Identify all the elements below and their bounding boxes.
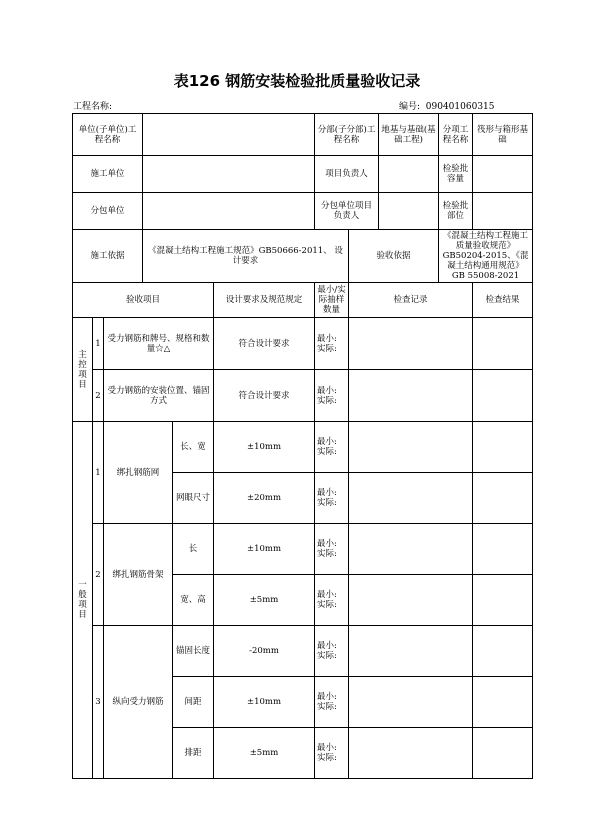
batch-location-label: 检验批部位 — [439, 193, 473, 230]
division-value: 地基与基础(基础工程) — [379, 114, 439, 156]
check-record[interactable] — [349, 473, 473, 524]
check-result[interactable] — [473, 422, 533, 473]
unit-label: 单位(子单位)工程名称 — [73, 114, 143, 156]
basis-value: 《混凝土结构工程施工规范》GB50666-2011、 设计要求 — [143, 230, 349, 283]
group-name: 绑扎钢筋骨架 — [104, 524, 173, 626]
subcontract-unit-value[interactable] — [143, 193, 315, 230]
sub-item-name: 排距 — [173, 728, 214, 779]
subitem-value: 筏形与箱形基础 — [473, 114, 533, 156]
serial-number — [399, 99, 495, 112]
sample-count[interactable]: 最小: 实际: — [315, 422, 349, 473]
check-result[interactable] — [473, 677, 533, 728]
design-requirement: 符合设计要求 — [214, 370, 315, 422]
tolerance: ±10mm — [214, 677, 315, 728]
serial-label: 编号: — [399, 102, 421, 112]
check-result[interactable] — [473, 318, 533, 370]
construction-unit-label: 施工单位 — [73, 156, 143, 193]
acceptance-basis-label: 验收依据 — [349, 230, 439, 283]
sample-count[interactable]: 最小: 实际: — [315, 575, 349, 626]
group-number: 2 — [93, 524, 104, 626]
check-result[interactable] — [473, 524, 533, 575]
subitem-label: 分项工程名称 — [439, 114, 473, 156]
sub-item-name: 间距 — [173, 677, 214, 728]
serial-value: 090401060315 — [425, 102, 495, 112]
check-record[interactable] — [349, 626, 473, 677]
group-number: 3 — [93, 626, 104, 779]
page-title: 表126 钢筋安装检验批质量验收记录 — [173, 72, 421, 90]
col-header-result: 检查结果 — [473, 283, 533, 318]
sample-count[interactable]: 最小: 实际: — [315, 677, 349, 728]
tolerance: ±5mm — [214, 728, 315, 779]
group-name: 绑扎钢筋网 — [104, 422, 173, 524]
batch-capacity-value[interactable] — [473, 156, 533, 193]
check-result[interactable] — [473, 728, 533, 779]
acceptance-basis-value: 《混凝土结构工程施工质量验收规范》GB50204-2015、《混凝土结构通用规范》GB 55008-2021 — [439, 230, 533, 283]
tolerance: ±10mm — [214, 524, 315, 575]
check-record[interactable] — [349, 524, 473, 575]
basis-label: 施工依据 — [73, 230, 143, 283]
sample-count[interactable]: 最小: 实际: — [315, 318, 349, 370]
inspection-record-table — [72, 113, 533, 779]
col-header-record: 检查记录 — [349, 283, 473, 318]
item-name: 受力钢筋的安装位置、锚固方式 — [104, 370, 214, 422]
group-name: 纵向受力钢筋 — [104, 626, 173, 779]
check-record[interactable] — [349, 422, 473, 473]
construction-unit-value[interactable] — [143, 156, 315, 193]
unit-value[interactable] — [143, 114, 315, 156]
col-header-item: 验收项目 — [73, 283, 214, 318]
sub-item-name: 长、宽 — [173, 422, 214, 473]
col-header-sample: 最小/实际抽样数量 — [315, 283, 349, 318]
project-name-label: 工程名称: — [73, 102, 113, 112]
sample-count[interactable]: 最小: 实际: — [315, 370, 349, 422]
check-record[interactable] — [349, 370, 473, 422]
subcontract-manager-value[interactable] — [379, 193, 439, 230]
check-result[interactable] — [473, 473, 533, 524]
check-record[interactable] — [349, 318, 473, 370]
col-header-design: 设计要求及规范规定 — [214, 283, 315, 318]
batch-location-value[interactable] — [473, 193, 533, 230]
check-record[interactable] — [349, 677, 473, 728]
main-control-label: 主控项目 — [73, 318, 93, 422]
item-name: 受力钢筋和牌号、规格和数量☆△ — [104, 318, 214, 370]
sample-count[interactable]: 最小: 实际: — [315, 473, 349, 524]
check-result[interactable] — [473, 370, 533, 422]
item-number: 2 — [93, 370, 104, 422]
check-result[interactable] — [473, 626, 533, 677]
tolerance: -20mm — [214, 626, 315, 677]
project-manager-value[interactable] — [379, 156, 439, 193]
batch-capacity-label: 检验批容量 — [439, 156, 473, 193]
sub-item-name: 网眼尺寸 — [173, 473, 214, 524]
item-number: 1 — [93, 318, 104, 370]
check-record[interactable] — [349, 575, 473, 626]
tolerance: ±20mm — [214, 473, 315, 524]
check-result[interactable] — [473, 575, 533, 626]
group-number: 1 — [93, 422, 104, 524]
sub-item-name: 锚固长度 — [173, 626, 214, 677]
sub-item-name: 宽、高 — [173, 575, 214, 626]
sub-item-name: 长 — [173, 524, 214, 575]
division-label: 分部(子分部)工程名称 — [315, 114, 379, 156]
sample-count[interactable]: 最小: 实际: — [315, 728, 349, 779]
general-item-label: 一般项目 — [73, 422, 93, 779]
check-record[interactable] — [349, 728, 473, 779]
subcontract-manager-label: 分包单位项目负责人 — [315, 193, 379, 230]
project-manager-label: 项目负责人 — [315, 156, 379, 193]
tolerance: ±10mm — [214, 422, 315, 473]
tolerance: ±5mm — [214, 575, 315, 626]
subcontract-unit-label: 分包单位 — [73, 193, 143, 230]
sample-count[interactable]: 最小: 实际: — [315, 524, 349, 575]
sample-count[interactable]: 最小: 实际: — [315, 626, 349, 677]
design-requirement: 符合设计要求 — [214, 318, 315, 370]
